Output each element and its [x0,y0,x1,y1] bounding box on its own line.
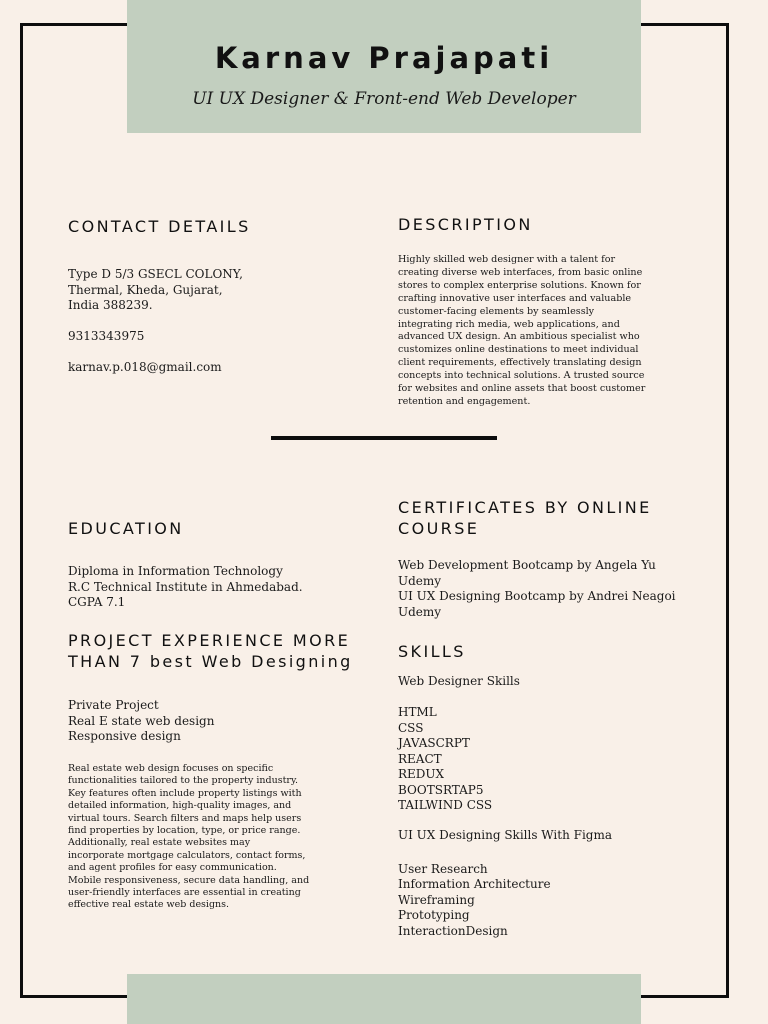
project-item: Responsive design [68,729,181,743]
email-address: karnav.p.018@gmail.com [68,360,222,374]
description-line: customer-facing elements by seamlessly [398,305,595,317]
certificate-line: Udemy [398,573,442,588]
description-heading: DESCRIPTION [398,215,533,234]
skill-item: Wireframing [398,892,475,907]
description-line: Highly skilled web designer with a talent for [398,254,616,265]
skills-heading: SKILLS [398,642,466,661]
project-detail-line: and agent profiles for easy communication. [68,862,277,874]
description-line: creating diverse web interfaces, from basic online [398,266,643,278]
contact-heading: CONTACT DETAILS [68,217,251,236]
description-line: concepts into technical solutions. A trusted source [398,370,645,382]
education-heading: EDUCATION [68,519,184,538]
skill-item: Prototyping [398,908,470,922]
address-line: India 388239. [68,298,153,312]
section-divider [271,436,497,440]
project-detail-line: user-friendly interfaces are essential in creating [68,887,301,899]
project-detail-line: virtual tours. Search filters and maps help users [68,812,302,824]
project-detail-line: detailed information, high-quality images, and [68,800,292,812]
certificates-heading: CERTIFICATES BY ONLINE COURSE [398,498,652,538]
skill-item: InteractionDesign [398,923,508,938]
description-line: customizes online destinations to meet individual [398,344,639,356]
education-line: Diploma in Information Technology [68,564,283,578]
address-line: Type D 5/3 GSECL COLONY, [68,267,243,281]
project-detail-line: find properties by location, type, or price range. [68,825,301,837]
certificate-line: Web Development Bootcamp by Angela Yu [398,558,656,572]
footer-band [127,974,641,1024]
project-detail-line: incorporate mortgage calculators, contact forms, [68,849,306,861]
figma-skills-list [398,828,612,939]
education-line: CGPA 7.1 [68,595,126,609]
candidate-name: Karnav Prajapati [214,41,554,75]
phone-number: 9313343975 [68,329,145,343]
project-detail-line: effective real estate web designs. [68,899,230,911]
skill-item: REDUX [398,767,445,781]
project-detail-line: Key features often include property listings with [68,787,302,799]
certificate-line: Udemy [398,604,442,619]
skill-item: HTML [398,705,437,719]
certificate-line: UI UX Designing Bootcamp by Andrei Neagoi [398,589,676,603]
description-line: stores to complex enterprise solutions. Known for [398,279,641,291]
description-line: integrating rich media, web applications, and [398,318,620,330]
skill-item: Information Architecture [398,877,551,891]
description-line: crafting innovative user interfaces and valuable [398,292,632,304]
header-band [127,0,641,133]
contact-details [68,267,243,376]
description-line: advanced UX design. An ambitious specialist who [398,331,640,343]
skill-item: JAVASCRPT [398,736,470,750]
address-line: Thermal, Kheda, Gujarat, [68,282,223,297]
skill-item: REACT [398,751,442,766]
project-item: Private Project [68,698,159,712]
project-item: Real E state web design [68,713,215,728]
project-detail-line: Mobile responsiveness, secure data handling, and [68,874,310,886]
skill-item: User Research [398,861,488,876]
skill-item: CSS [398,720,424,735]
project-list [68,698,214,745]
skills-list [398,674,520,814]
description-line: client requirements, effectively translating design [398,357,642,369]
project-detail-line: Real estate web design focuses on specific [68,763,274,774]
skills-subtitle: Web Designer Skills [398,674,520,688]
education-details [68,564,303,611]
project-detail-line: Additionally, real estate websites may [68,837,251,849]
certificates-list [398,558,676,620]
project-detail-line: functionalities tailored to the property industry. [68,775,299,787]
education-line: R.C Technical Institute in Ahmedabad. [68,579,303,594]
skill-item: TAILWIND CSS [398,798,493,812]
project-heading: PROJECT EXPERIENCE MORE THAN 7 best Web Designing [68,631,353,671]
candidate-title: UI UX Designer & Front-end Web Developer [192,89,576,109]
skill-item: BOOTSRTAP5 [398,782,484,797]
project-description [68,763,309,912]
skills-subtitle: UI UX Designing Skills With Figma [398,828,613,842]
description-line: retention and engagement. [398,395,531,407]
description-line: for websites and online assets that boost customer [398,383,646,395]
description-text [398,254,645,409]
